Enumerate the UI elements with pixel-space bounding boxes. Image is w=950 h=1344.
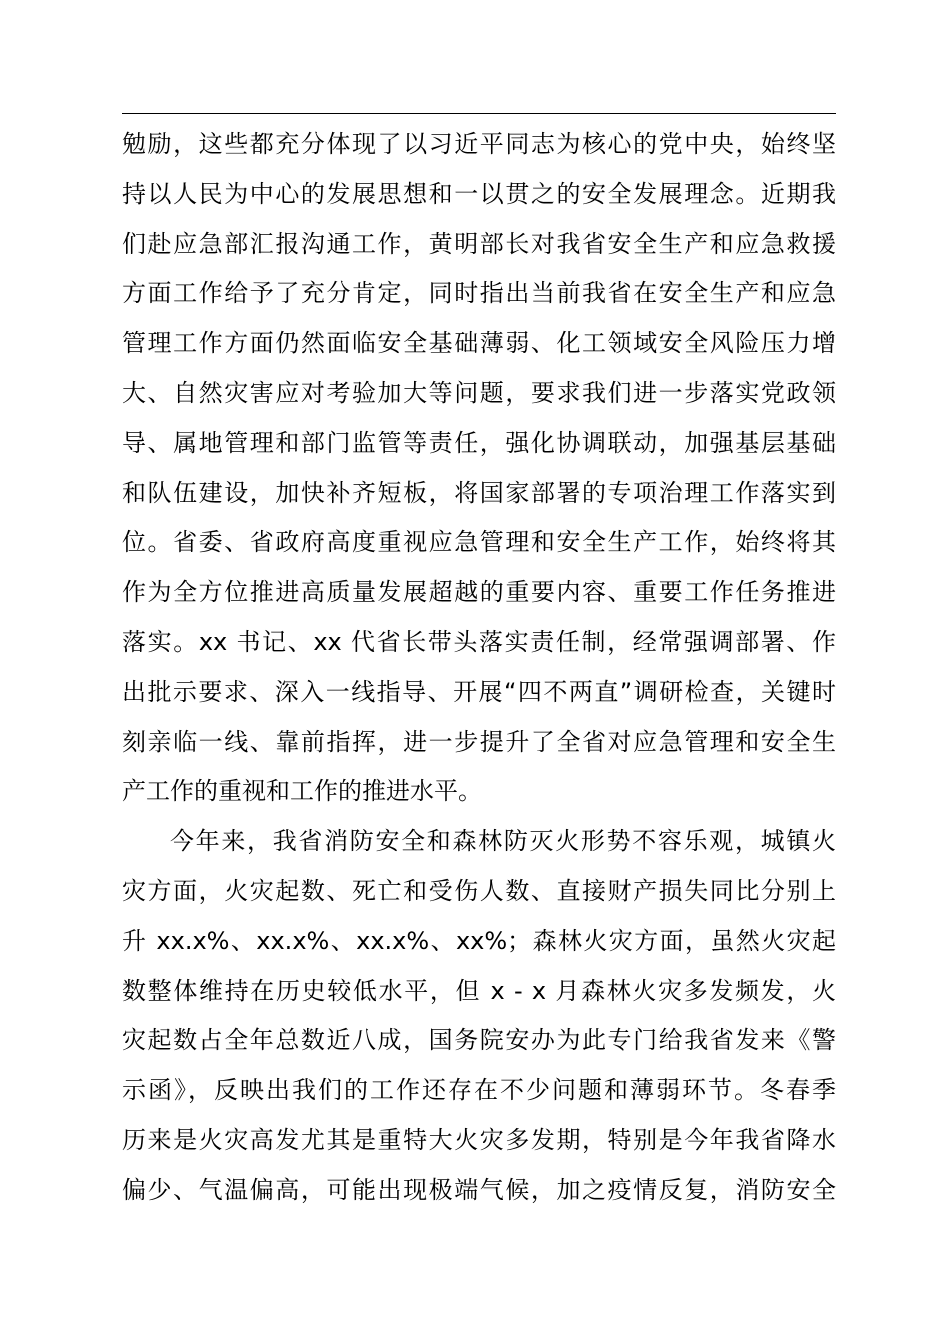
text-line: 方面工作给予了充分肯定，同时指出当前我省在安全生产和应急 — [122, 279, 836, 308]
text-line: 出批示要求、深入一线指导、开展“四不两直”调研检查，关键时 — [122, 677, 836, 706]
paragraph-first-line: 今年来，我省消防安全和森林防灭火形势不容乐观，城镇火 — [170, 827, 836, 856]
text-line: 灾方面，火灾起数、死亡和受伤人数、直接财产损失同比分别上 — [122, 876, 836, 905]
text-line: 导、属地管理和部门监管等责任，强化协调联动，加强基层基础 — [122, 428, 836, 457]
text-line: 管理工作方面仍然面临安全基础薄弱、化工领域安全风险压力增 — [122, 329, 836, 358]
text-line: 位。省委、省政府高度重视应急管理和安全生产工作，始终将其 — [122, 528, 836, 557]
text-line: 产工作的重视和工作的推进水平。 — [122, 777, 482, 806]
text-line: 勉励，这些都充分体现了以习近平同志为核心的党中央，始终坚 — [122, 130, 836, 158]
text-line: 大、自然灾害应对考验加大等问题，要求我们进一步落实党政领 — [122, 378, 836, 407]
text-line: 灾起数占全年总数近八成，国务院安办为此专门给我省发来《警 — [122, 1026, 836, 1055]
text-line: 落实。xx 书记、xx 代省长带头落实责任制，经常强调部署、作 — [122, 627, 836, 656]
text-line: 和队伍建设，加快补齐短板，将国家部署的专项治理工作落实到 — [122, 478, 836, 507]
text-line: 示函》，反映出我们的工作还存在不少问题和薄弱环节。冬春季 — [122, 1076, 836, 1105]
text-line: 持以人民为中心的发展思想和一以贯之的安全发展理念。近期我 — [122, 179, 836, 208]
text-line: 刻亲临一线、靠前指挥，进一步提升了全省对应急管理和安全生 — [122, 727, 836, 756]
text-line: 历来是火灾高发尤其是重特大火灾多发期，特别是今年我省降水 — [122, 1125, 836, 1154]
text-line: 作为全方位推进高质量发展超越的重要内容、重要工作任务推进 — [122, 578, 836, 607]
text-line: 们赴应急部汇报沟通工作，黄明部长对我省安全生产和应急救援 — [122, 229, 836, 258]
body-text — [122, 120, 836, 1216]
text-line: 偏少、气温偏高，可能出现极端气候，加之疫情反复，消防安全 — [122, 1175, 836, 1204]
header-rule — [122, 113, 836, 114]
text-line: 升 xx.x%、xx.x%、xx.x%、xx%；森林火灾方面，虽然火灾起 — [122, 926, 836, 955]
text-line: 数整体维持在历史较低水平，但 x - x 月森林火灾多发频发，火 — [122, 976, 836, 1005]
